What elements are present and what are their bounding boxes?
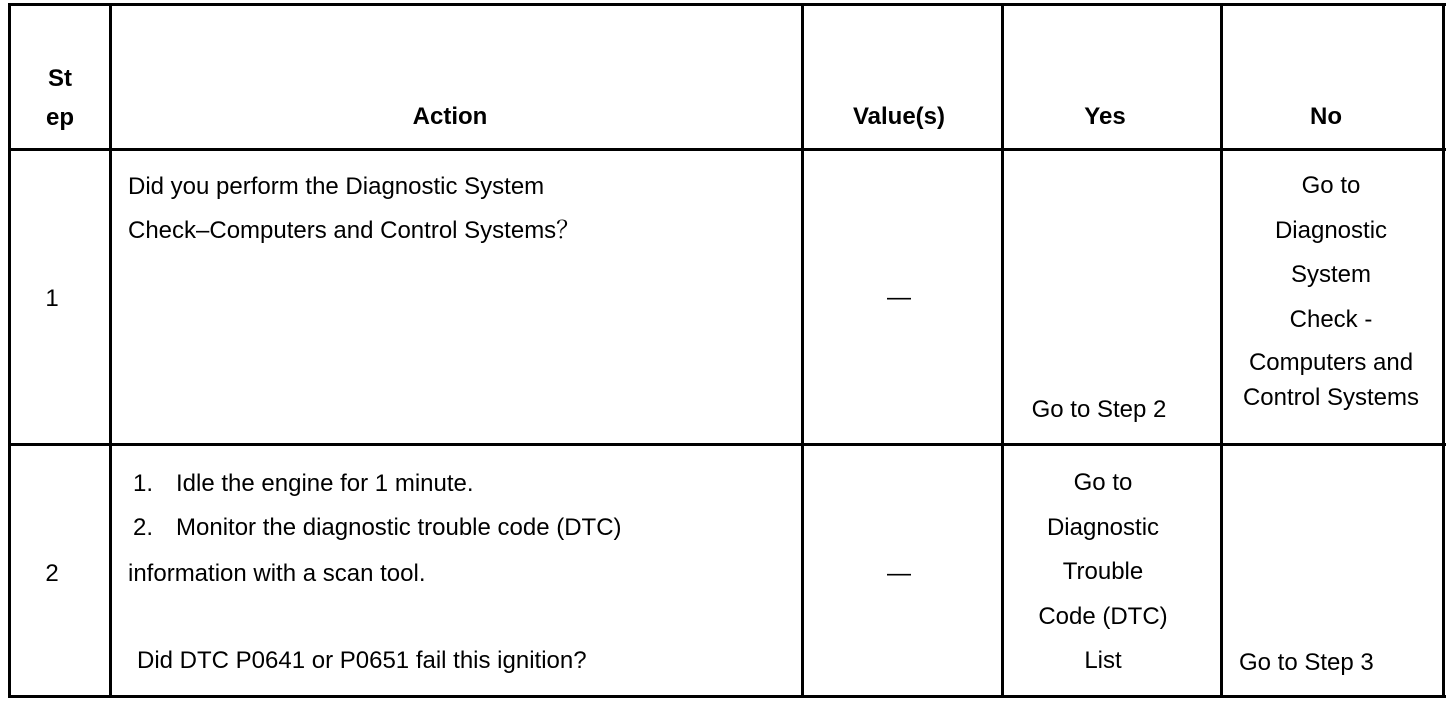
row1-no-cell: [1223, 164, 1439, 412]
row2-yes-line: Trouble: [1062, 558, 1144, 585]
row-divider: [8, 443, 1446, 446]
row2-yes-cell: [1004, 461, 1202, 684]
row2-action-text1: Idle the engine for 1 minute.: [176, 470, 474, 497]
row1-yes: Go to Step 2: [1031, 396, 1167, 423]
header-step-line1: St: [48, 65, 72, 92]
row2-yes-line: Go to: [1073, 469, 1133, 496]
row2-value: —: [887, 560, 911, 587]
header-divider: [8, 148, 1446, 151]
header-action: Action: [412, 103, 488, 130]
row1-no-line: Diagnostic: [1274, 216, 1388, 244]
header-values: Value(s): [852, 103, 946, 130]
row1-no-line: Check -: [1289, 305, 1373, 333]
row2-action-question: Did DTC P0641 or P0651 fail this ignition?: [137, 647, 587, 674]
header-no: No: [1310, 103, 1342, 130]
row1-no-line: Computers and: [1248, 348, 1414, 376]
table-border-top: [8, 3, 1446, 6]
row2-action-text2: Monitor the diagnostic trouble code (DTC): [176, 514, 622, 541]
row2-yes-line: List: [1084, 647, 1122, 674]
row1-action-line2: Check–Computers and Control Systems？: [128, 217, 581, 244]
row2-action-num2: 2.: [133, 514, 154, 541]
row1-value: —: [887, 284, 911, 311]
row1-action-line1: Did you perform the Diagnostic System: [128, 173, 545, 200]
header-step-line2: ep: [45, 104, 74, 131]
row1-no-line: Control Systems: [1242, 383, 1420, 411]
row1-no-line: System: [1290, 261, 1371, 288]
row1-no-line: Go to: [1301, 172, 1361, 199]
row2-yes-line: Code (DTC): [1038, 602, 1168, 630]
table-border-bottom: [8, 695, 1446, 698]
row2-action-num1: 1.: [133, 470, 154, 497]
row2-no: Go to Step 3: [1239, 649, 1374, 676]
row2-action-continuation: information with a scan tool.: [128, 560, 426, 587]
row2-yes-line: Diagnostic: [1046, 513, 1160, 541]
header-yes: Yes: [1084, 103, 1126, 130]
table-border-right: [1442, 3, 1445, 698]
row2-step: 2: [45, 560, 59, 587]
row1-step: 1: [45, 285, 59, 312]
